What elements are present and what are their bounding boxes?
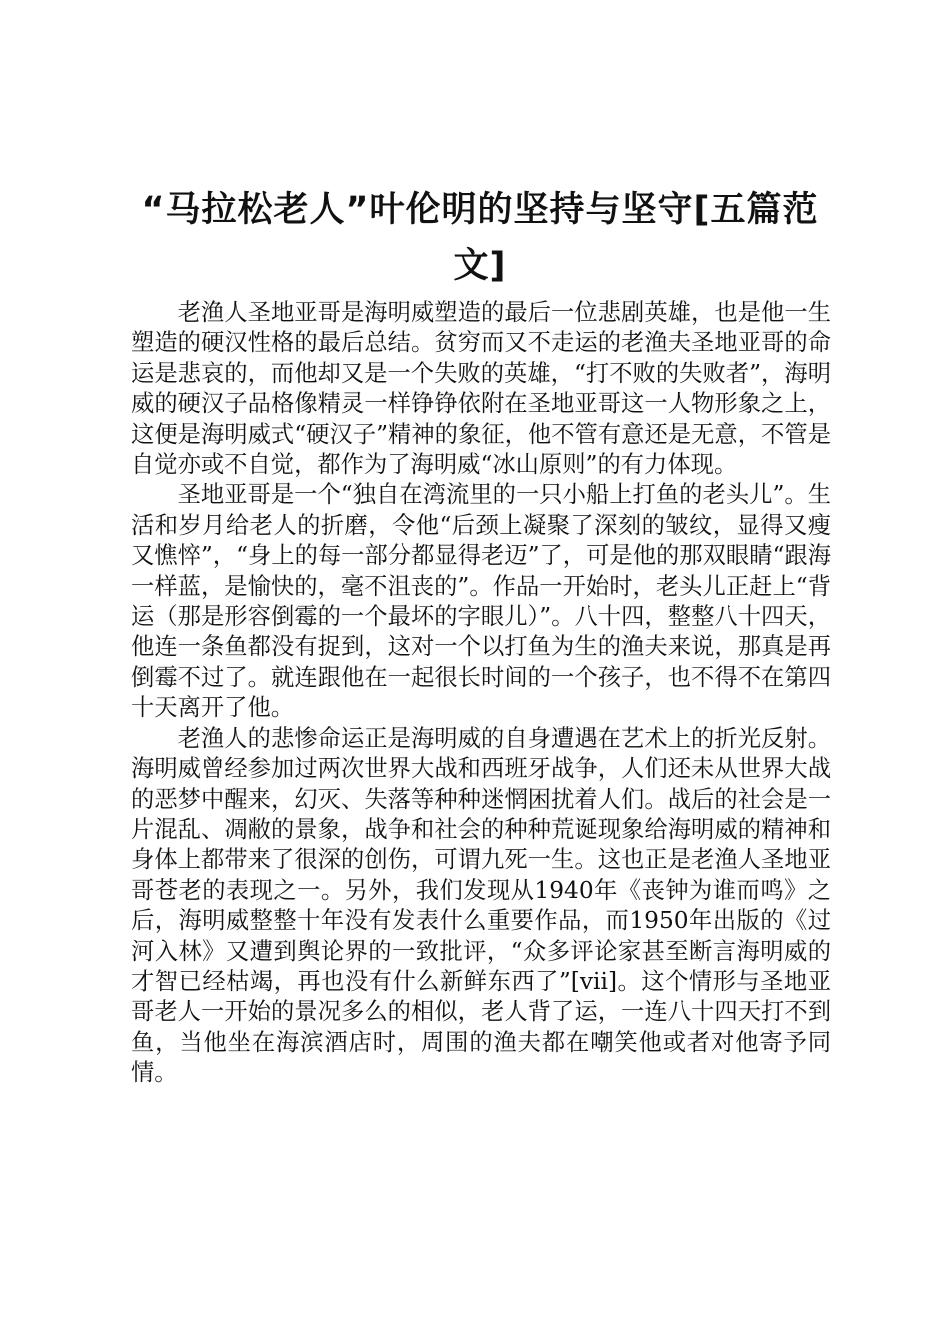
paragraph-3: 老渔人的悲惨命运正是海明威的自身遭遇在艺术上的折光反射。海明威曾经参加过两次世界大战和西班牙战争，人们还未从世界大战的恶梦中醒来，幻灭、失落等种种迷惘困扰着人们。战后的社会是一片混乱、凋敝的景象，战争和社会的种种荒诞现象给海明威的精神和身体上都带来了很深的创伤，可谓九死一生。这也正是老渔人圣地亚哥苍老的表现之一。另外，我们发现从1940年《丧钟为谁而鸣》之后，海明威整整十年没有发表什么重要作品，而1950年出版的《过河入林》又遭到舆论界的一致批评，“众多评论家甚至断言海明威的才智已经枯竭，再也没有什么新鲜东西了”[vii]。这个情形与圣地亚哥老人一开始的景况多么的相似，老人背了运，一连八十四天打不到鱼，当他坐在海滨酒店时，周围的渔夫都在嘲笑他或者对他寄予同情。 xyxy=(131,724,831,1087)
paragraph-2: 圣地亚哥是一个“独自在湾流里的一只小船上打鱼的老头儿”。生活和岁月给老人的折磨，令他“后颈上凝聚了深刻的皱纹，显得又瘦又憔悴”，“身上的每一部分都显得老迈”了，可是他的那双眼睛“跟海一样蓝，是愉快的，毫不沮丧的”。作品一开始时，老头儿正赶上“背运（那是形容倒霉的一个最坏的字眼儿）”。八十四，整整八十四天，他连一条鱼都没有捉到，这对一个以打鱼为生的渔夫来说，那真是再倒霉不过了。就连跟他在一起很长时间的一个孩子，也不得不在第四十天离开了他。 xyxy=(131,481,831,722)
paragraph-1: 老渔人圣地亚哥是海明威塑造的最后一位悲剧英雄，也是他一生塑造的硬汉性格的最后总结。贫穷而又不走运的老渔夫圣地亚哥的命运是悲哀的，而他却又是一个失败的英雄，“打不败的失败者”，海明威的硬汉子品格像精灵一样铮铮依附在圣地亚哥这一人物形象之上，这便是海明威式“硬汉子”精神的象征，他不管有意还是无意，不管是自觉亦或不自觉，都作为了海明威“冰山原则”的有力体现。 xyxy=(131,299,831,479)
document-title: “马拉松老人”叶伦明的坚持与坚守[五篇范文] xyxy=(141,190,819,286)
document-body xyxy=(131,298,831,1089)
